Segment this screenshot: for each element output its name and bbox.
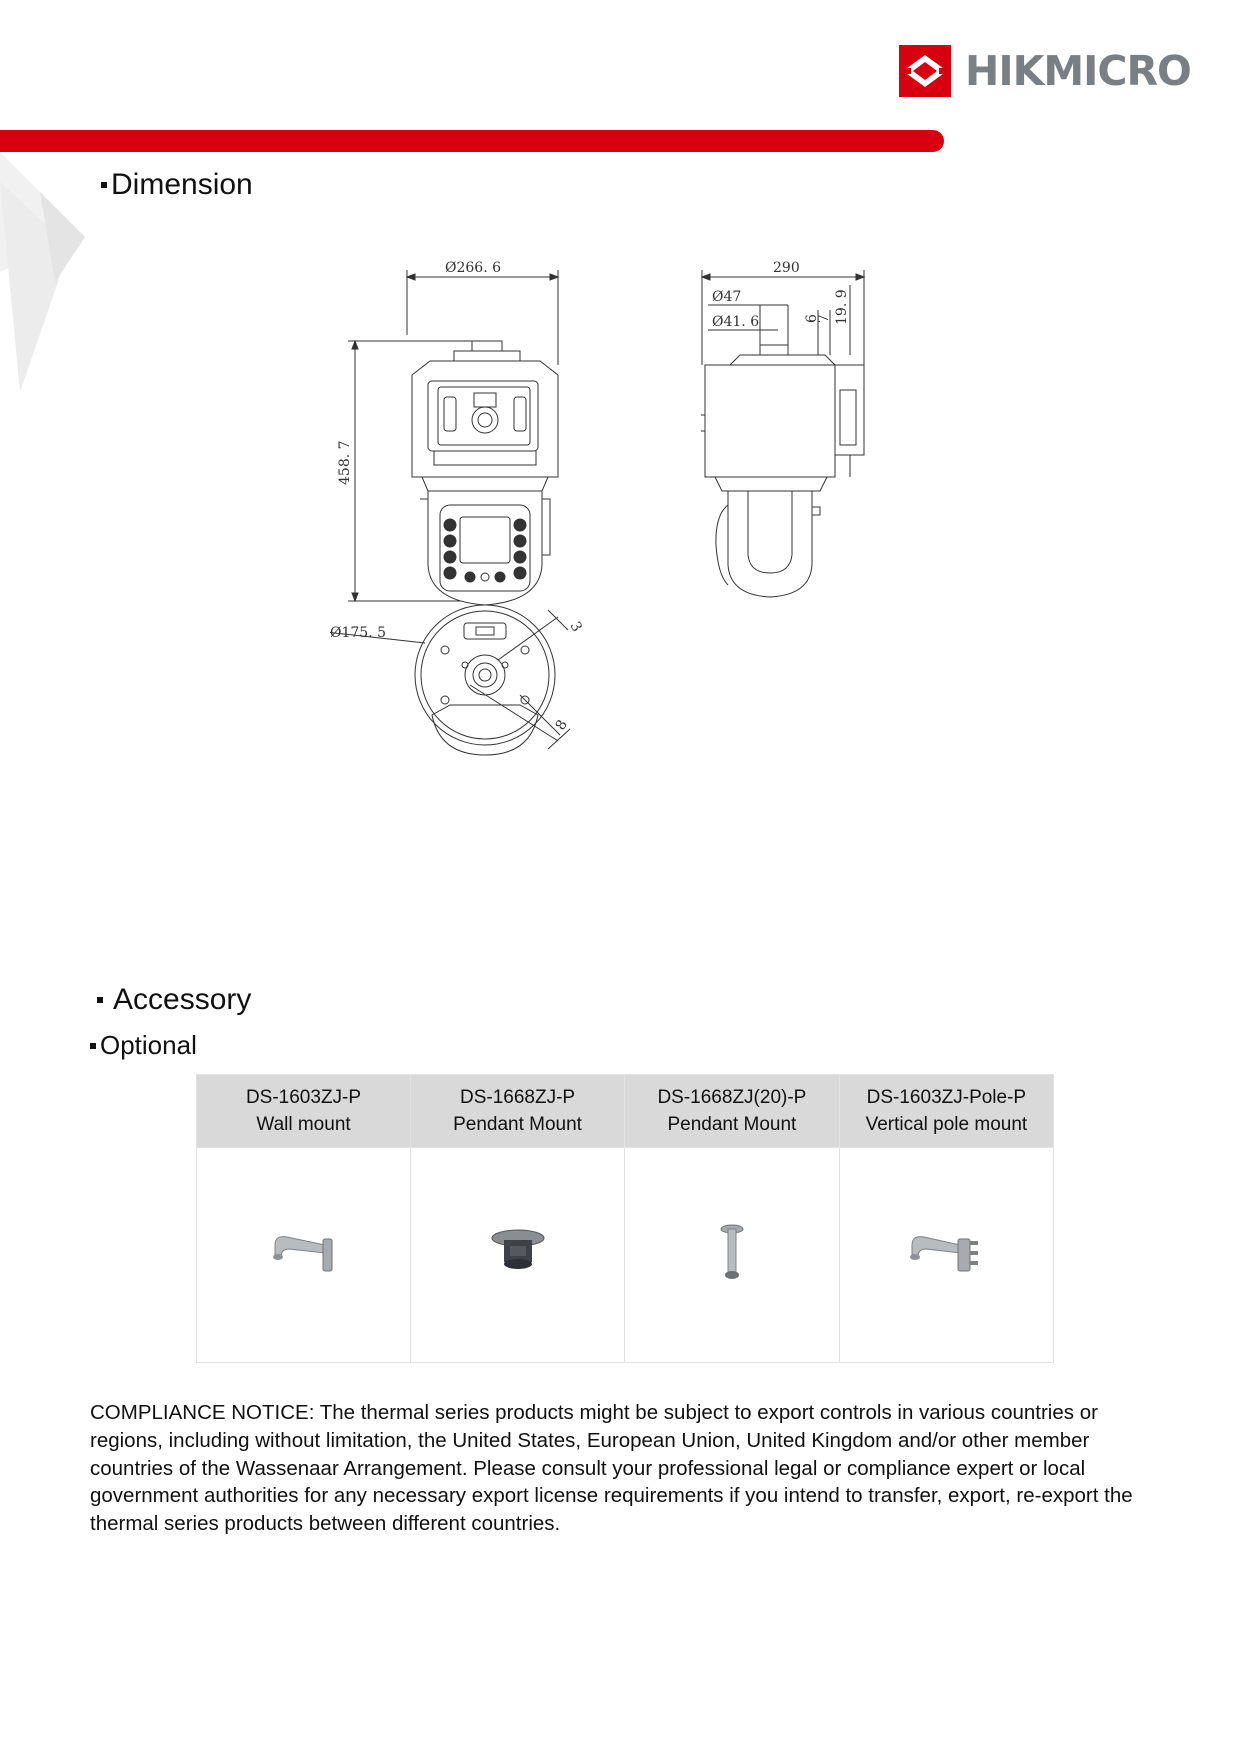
dimension-drawings: [330, 255, 930, 855]
side-d41-label: Ø41. 6: [712, 314, 760, 330]
header-red-bar: [0, 130, 944, 152]
pendant-mount-icon: [488, 1228, 548, 1278]
hikmicro-logo-icon: [899, 45, 951, 97]
accessory-name: Pendant Mount: [453, 1114, 582, 1135]
accessory-model: DS-1603ZJ-P: [245, 1087, 362, 1108]
wall-mount-icon: [269, 1231, 339, 1275]
brand-logo: [899, 45, 1191, 97]
front-width-label: Ø266. 6: [445, 260, 502, 276]
front-view-drawing: [348, 270, 558, 605]
decorative-shapes-icon: [0, 152, 90, 402]
accessory-header-cell: [411, 1075, 625, 1148]
accessory-heading-text: Accessory: [113, 983, 252, 1016]
dimension-heading-text: Dimension: [111, 168, 253, 201]
accessory-model: DS-1668ZJ-P: [459, 1087, 576, 1108]
accessory-header-cell: [197, 1075, 411, 1148]
bottom-8-label: 8: [552, 717, 571, 733]
accessory-image-cell: [839, 1148, 1053, 1363]
accessory-heading: [97, 983, 251, 1017]
bottom-d175-label: Ø175. 5: [330, 625, 387, 641]
side-19-label: 19. 9: [834, 289, 850, 325]
heading-bullet-icon: [97, 997, 103, 1003]
accessory-header-cell: [839, 1075, 1053, 1148]
accessory-image-cell: [197, 1148, 411, 1363]
accessory-image-row: [197, 1148, 1054, 1363]
dimension-heading: [101, 168, 253, 202]
long-pendant-mount-icon: [717, 1223, 747, 1283]
compliance-notice: COMPLIANCE NOTICE: The thermal series products might be subject to export controls in various countries or regions, including without limitation, the United States, European Union, United Kingdom and/or other member countries of the Wassenaar Arrangement. Please consult your professional legal or compliance expert or local government authorities for any necessary export license requirements if you intend to transfer, export, re-export the thermal series products between different countries.: [90, 1401, 1133, 1536]
pole-mount-icon: [906, 1231, 986, 1275]
accessory-name: Vertical pole mount: [865, 1114, 1028, 1135]
accessory-image-cell: [411, 1148, 625, 1363]
side-6-label: 6: [804, 314, 820, 323]
optional-subheading-text: Optional: [100, 1030, 197, 1060]
bottom-3-label: 3: [566, 619, 585, 635]
accessory-table: [196, 1074, 1054, 1363]
accessory-model: DS-1603ZJ-Pole-P: [866, 1087, 1027, 1108]
front-height-label: 458. 7: [337, 440, 353, 485]
side-d47-label: Ø47: [712, 289, 742, 305]
heading-bullet-icon: [101, 182, 107, 188]
accessory-header-row: [197, 1075, 1054, 1148]
side-width-label: 290: [773, 260, 800, 276]
brand-name: HIKMICRO: [965, 47, 1191, 95]
side-7-label: 7: [816, 314, 832, 323]
accessory-name: Pendant Mount: [667, 1114, 797, 1135]
accessory-header-cell: [625, 1075, 840, 1148]
optional-subheading: [90, 1030, 197, 1061]
accessory-name: Wall mount: [256, 1114, 351, 1135]
accessory-model: DS-1668ZJ(20)-P: [657, 1087, 807, 1108]
accessory-image-cell: [625, 1148, 840, 1363]
subheading-bullet-icon: [90, 1043, 96, 1049]
